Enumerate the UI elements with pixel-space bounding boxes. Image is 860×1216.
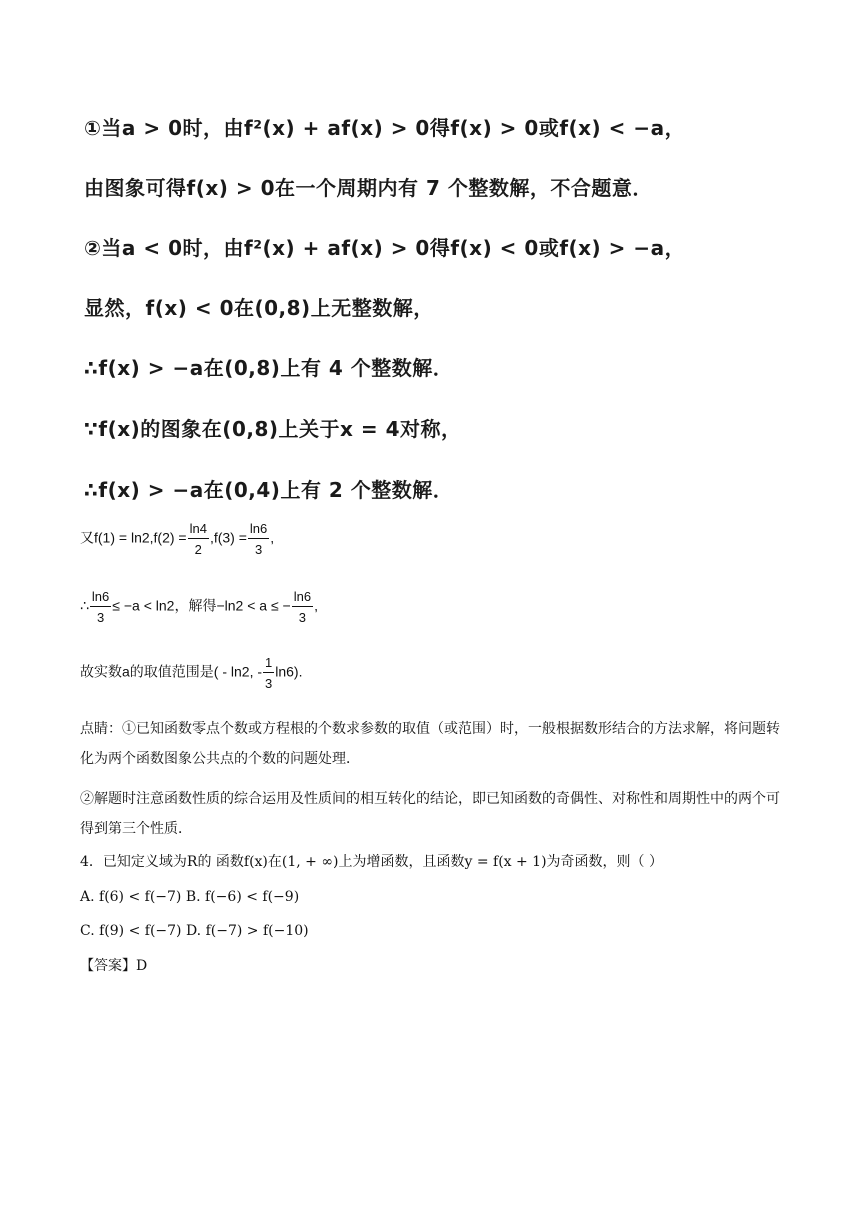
fraction-numerator: 1: [263, 656, 274, 673]
scan-line-1: ①当a > 0时，由f²(x) + af(x) > 0得f(x) > 0或f(x) < −a，: [84, 116, 686, 140]
inequality-mid: ≤ −a < ln2，解得−ln2 < a ≤ −: [112, 597, 291, 614]
range-end: ln6).: [275, 663, 303, 680]
fraction-denominator: 3: [265, 676, 273, 691]
fraction-numerator: ln6: [292, 590, 313, 607]
comment-paragraph-2: ②解题时注意函数性质的综合运用及性质间的相互转化的结论，即已知函数的奇偶性、对称性和周期性中的两个可得到第三个性质．: [80, 791, 780, 837]
values-end: ,: [270, 529, 275, 546]
fraction-denominator: 3: [254, 542, 263, 557]
values-prefix: 又f(1) = ln2,f(2) =: [80, 529, 187, 546]
question-stem: 4．已知定义域为R的 函数f(x)在(1, + ∞)上为增函数，且函数y = f(x + 1)为奇函数，则（ ）: [80, 854, 664, 870]
inequality-prefix: ∴: [80, 597, 89, 614]
fraction-numerator: ln4: [188, 522, 209, 539]
values-mid: ,f(3) =: [209, 529, 247, 546]
fraction-ln6-over-3: [248, 522, 269, 556]
answer-label: 【答案】D: [80, 958, 148, 974]
fraction-denominator: 3: [96, 610, 105, 625]
range-prefix: 故实数a的取值范围是( - ln2, -: [80, 663, 263, 680]
scan-line-2: 由图象可得f(x) > 0在一个周期内有 7 个整数解，不合题意．: [84, 176, 653, 200]
comment-paragraph-1: 点睛：①已知函数零点个数或方程根的个数求参数的取值（或范围）时，一般根据数形结合的方法求解，将问题转化为两个函数图象公共点的个数的问题处理．: [80, 721, 780, 767]
fraction-1-over-3: [263, 656, 274, 690]
range-line: [80, 656, 302, 690]
inequality-end: ,: [314, 597, 318, 614]
fraction-numerator: ln6: [90, 590, 111, 607]
scan-line-7: ∴f(x) > −a在(0,4)上有 2 个整数解．: [84, 478, 454, 502]
fraction-denominator: 3: [298, 610, 306, 625]
scan-line-5: ∴f(x) > −a在(0,8)上有 4 个整数解．: [84, 356, 454, 380]
scan-line-6: ∵f(x)的图象在(0,8)上关于x = 4对称，: [84, 417, 462, 441]
question-options-ab: A. f(6) < f(−7) B. f(−6) < f(−9): [80, 889, 300, 905]
scan-line-3: ②当a < 0时，由f²(x) + af(x) > 0得f(x) < 0或f(x) > −a，: [84, 236, 686, 260]
fraction-denominator: 2: [194, 542, 202, 557]
scan-line-4: 显然，f(x) < 0在(0,8)上无整数解，: [84, 296, 434, 320]
fraction-numerator: ln6: [248, 522, 269, 539]
fraction-ln6-over-3: [90, 590, 111, 624]
values-line: [80, 522, 274, 556]
fraction-ln6-over-3: [292, 590, 313, 624]
question-options-cd: C. f(9) < f(−7) D. f(−7) > f(−10): [80, 923, 309, 939]
inequality-line: [80, 590, 318, 624]
fraction-ln4-over-2: [188, 522, 209, 556]
